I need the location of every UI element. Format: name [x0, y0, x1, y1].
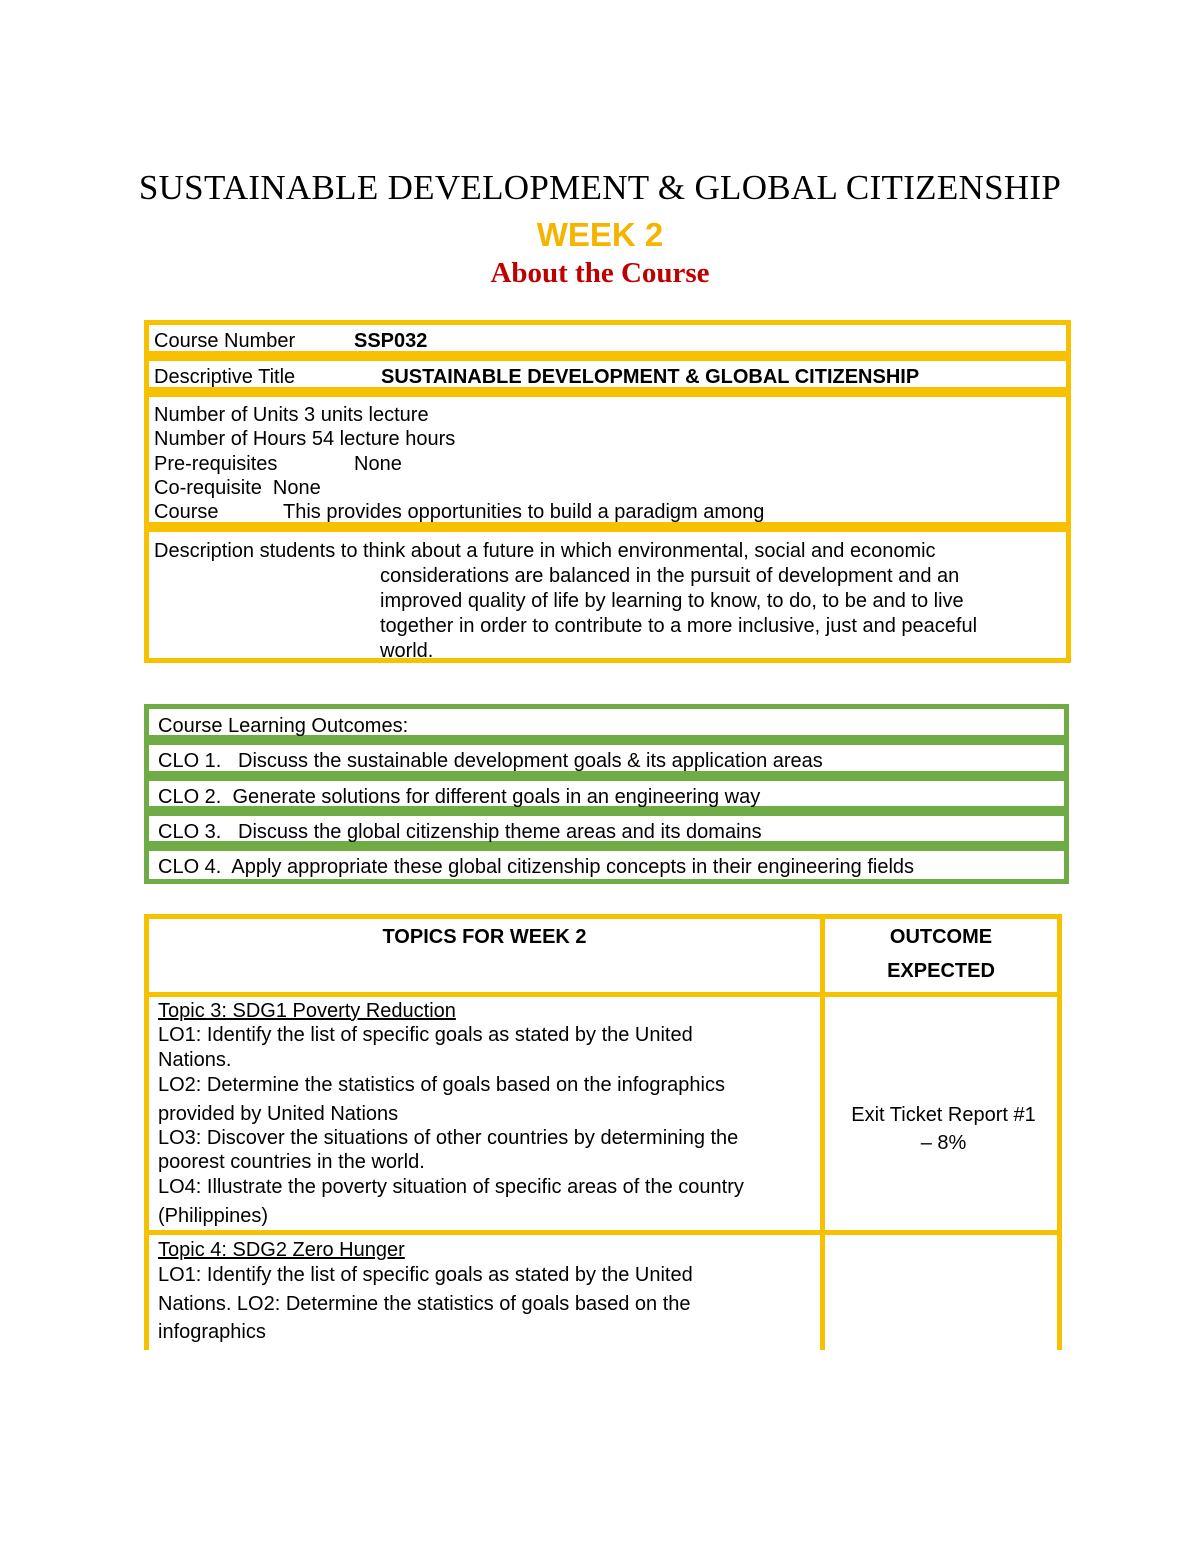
topic-4-line: infographics: [158, 1321, 266, 1343]
descriptive-title-row: [144, 356, 1071, 392]
table-border: [144, 1230, 1062, 1235]
topic-4-title: Topic 4: SDG2 Zero Hunger: [158, 1239, 405, 1261]
topic-3-line: poorest countries in the world.: [158, 1151, 425, 1173]
outcome-clo-2: CLO 2. Generate solutions for different goals in an engineering way: [158, 786, 761, 808]
course-description-row: [144, 527, 1071, 663]
topics-header: TOPICS FOR WEEK 2: [382, 926, 587, 948]
outcome-header-line: OUTCOME: [889, 926, 993, 948]
prereq-label: Pre-requisites: [154, 453, 278, 475]
table-border: [144, 914, 149, 1350]
hours-line: Number of Hours 54 lecture hours: [154, 428, 456, 450]
description-line: improved quality of life by learning to know, to do, to be and to live: [380, 590, 964, 612]
coreq-line: Co-requisite None: [154, 477, 321, 499]
outcome-header-line: EXPECTED: [887, 960, 995, 982]
topic-3-line: LO4: Illustrate the poverty situation of specific areas of the country: [158, 1176, 744, 1198]
topic-3-line: provided by United Nations: [158, 1103, 399, 1125]
outcomes-heading-row: [144, 704, 1069, 740]
outcomes-heading: Course Learning Outcomes:: [158, 715, 409, 737]
topic-3-title: Topic 3: SDG1 Poverty Reduction: [158, 1000, 456, 1022]
description-line: together in order to contribute to a more inclusive, just and peaceful: [380, 615, 978, 637]
descriptive-title-value: SUSTAINABLE DEVELOPMENT & GLOBAL CITIZENSHIP: [381, 366, 920, 388]
outcome-clo-3: CLO 3. Discuss the global citizenship theme areas and its domains: [158, 821, 762, 843]
course-details-row: [144, 392, 1071, 527]
outcome-clo-1: CLO 1. Discuss the sustainable development goals & its application areas: [158, 750, 823, 772]
description-line: world.: [380, 640, 434, 662]
week-label: WEEK 2: [536, 216, 664, 253]
outcome-row: [144, 846, 1069, 884]
course-number-label: Course Number: [154, 330, 296, 352]
topic-3-line: Nations.: [158, 1049, 232, 1071]
section-subtitle: About the Course: [490, 257, 710, 289]
prereq-value: None: [354, 453, 402, 475]
topic-3-outcome: Exit Ticket Report #1: [851, 1104, 1036, 1126]
description-line: considerations are balanced in the pursuit of development and an: [380, 565, 960, 587]
outcome-row: [144, 776, 1069, 811]
course-value: This provides opportunities to build a paradigm among: [283, 501, 765, 523]
outcome-clo-4: CLO 4. Apply appropriate these global citizenship concepts in their engineering fields: [158, 856, 915, 878]
course-number-value: SSP032: [354, 330, 428, 352]
course-number-row: [144, 320, 1071, 356]
outcome-row: [144, 740, 1069, 776]
document-title: SUSTAINABLE DEVELOPMENT & GLOBAL CITIZENSHIP: [138, 168, 1062, 207]
outcome-row: [144, 811, 1069, 846]
descriptive-title-label: Descriptive Title: [154, 366, 296, 388]
topic-4-line: Nations. LO2: Determine the statistics of goals based on the: [158, 1293, 691, 1315]
topic-3-line: LO1: Identify the list of specific goals as stated by the United: [158, 1024, 693, 1046]
topic-3-line: LO3: Discover the situations of other countries by determining the: [158, 1127, 739, 1149]
table-border: [144, 992, 1062, 997]
topic-3-line: LO2: Determine the statistics of goals based on the infographics: [158, 1074, 725, 1096]
topic-3-outcome-weight: – 8%: [920, 1132, 967, 1154]
units-line: Number of Units 3 units lecture: [154, 404, 429, 426]
table-border: [144, 914, 1062, 919]
course-label: Course: [154, 501, 219, 523]
topic-4-line: LO1: Identify the list of specific goals as stated by the United: [158, 1264, 693, 1286]
topic-3-line: (Philippines): [158, 1205, 269, 1227]
description-first-line: Description students to think about a future in which environmental, social and economic: [154, 540, 936, 562]
